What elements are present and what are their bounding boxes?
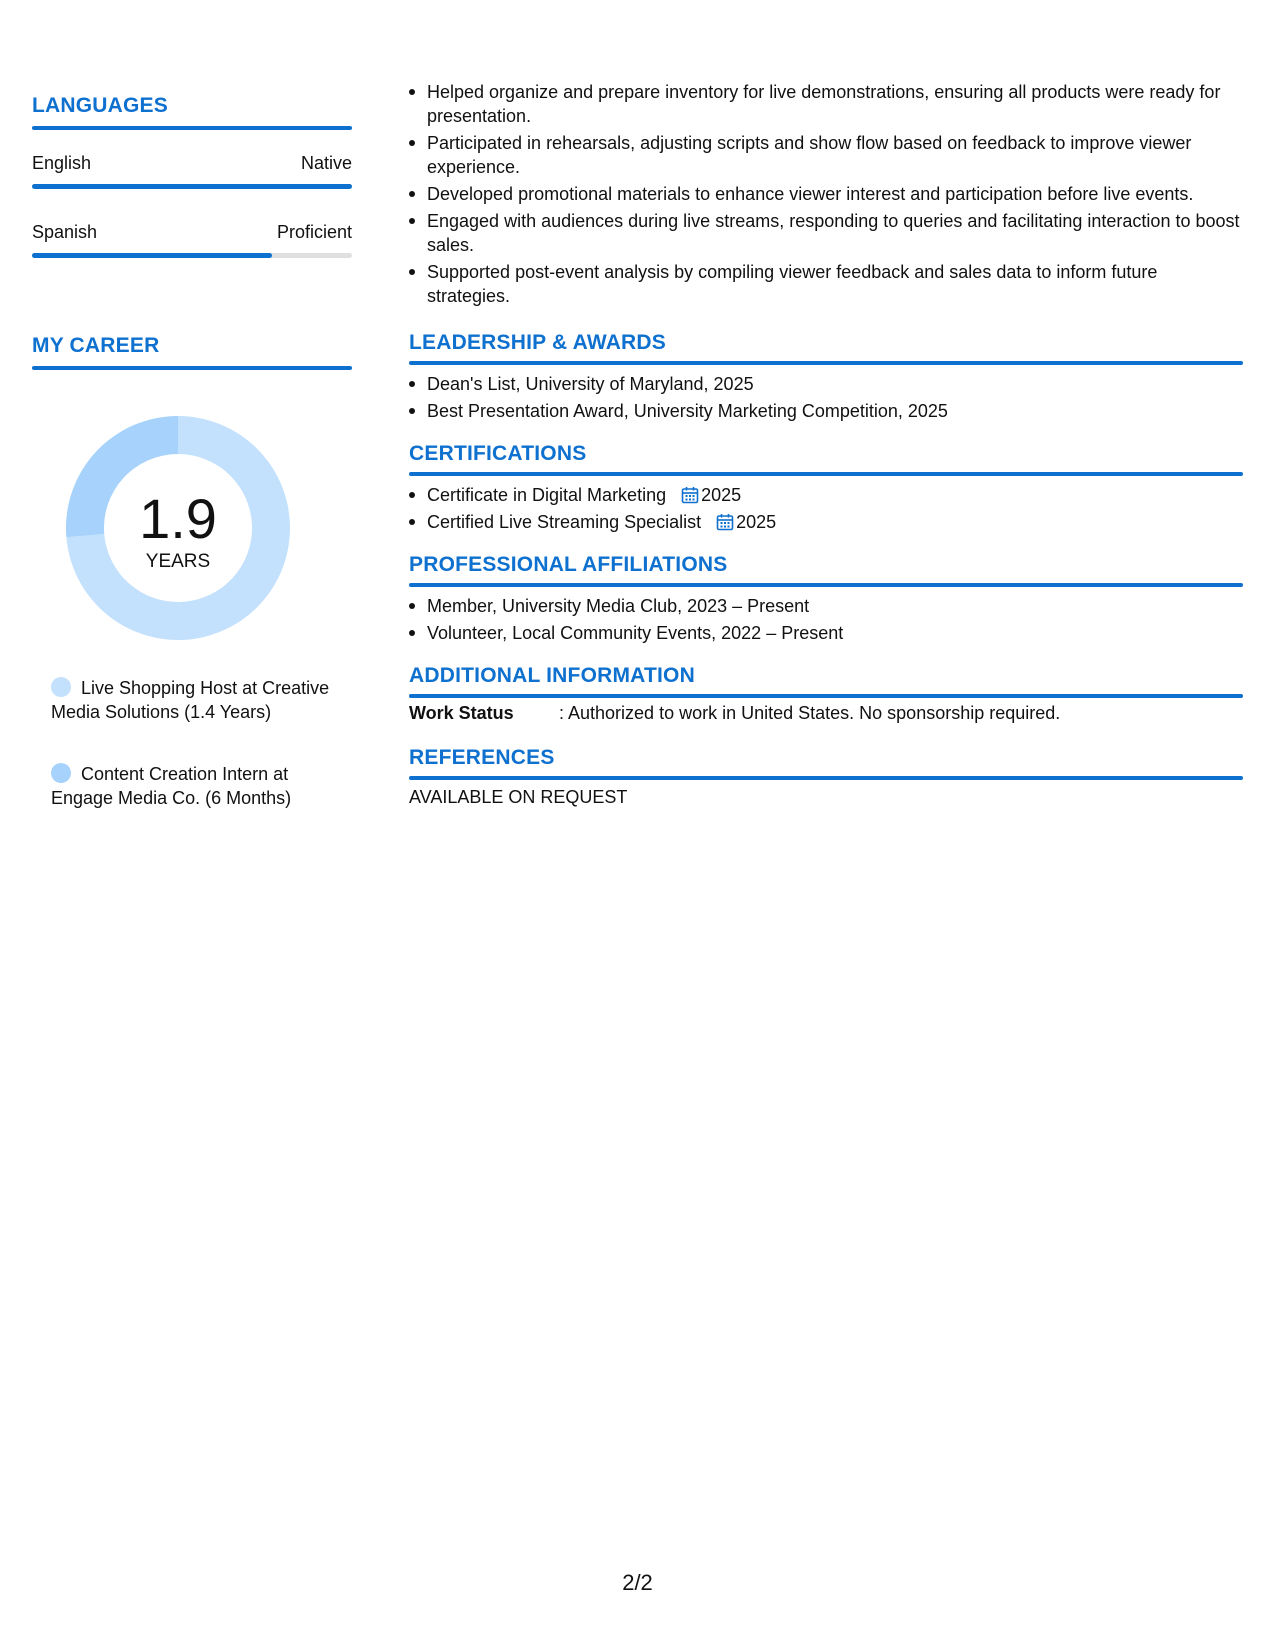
list-item: Supported post-event analysis by compiling viewer feedback and sales data to inform future strategies.	[409, 260, 1243, 308]
language-bar-spanish	[32, 253, 352, 258]
additional-info-heading-rule	[409, 694, 1243, 698]
legend-dot-icon	[51, 763, 71, 783]
page-number: 2/2	[622, 1570, 653, 1595]
career-role-label: Live Shopping Host at Creative Media Solutions (1.4 Years)	[51, 678, 330, 722]
leadership-heading: LEADERSHIP & AWARDS	[409, 331, 666, 354]
certifications-heading-rule	[409, 472, 1243, 476]
certification-name: Certified Live Streaming Specialist	[427, 512, 702, 532]
calendar-icon	[681, 486, 699, 504]
certifications-list	[409, 483, 1243, 537]
leadership-heading-rule	[409, 361, 1243, 365]
certification-year: 2025	[701, 485, 742, 505]
work-status-label: Work Status	[409, 703, 514, 723]
career-total-value: 1.9	[139, 487, 217, 550]
languages-heading-rule	[32, 126, 352, 130]
legend-dot-icon	[51, 677, 71, 697]
language-name: English	[32, 153, 92, 173]
career-role-label: Content Creation Intern at Engage Media Co. (6 Months)	[51, 764, 292, 808]
work-status-value: : Authorized to work in United States. No sponsorship required.	[559, 703, 1061, 723]
references-heading: REFERENCES	[409, 746, 555, 769]
list-item: Engaged with audiences during live streams, responding to queries and facilitating interaction to boost sales.	[409, 209, 1243, 257]
list-item: Dean's List, University of Maryland, 2025	[409, 372, 1243, 396]
career-legend-item	[51, 762, 331, 810]
certification-name: Certificate in Digital Marketing	[427, 485, 667, 505]
list-item: Helped organize and prepare inventory for live demonstrations, ensuring all products were ready for presentation.	[409, 80, 1243, 128]
references-heading-rule	[409, 776, 1243, 780]
affiliations-heading-rule	[409, 583, 1243, 587]
references-text: AVAILABLE ON REQUEST	[409, 787, 628, 807]
career-legend-item	[51, 676, 331, 724]
languages-heading: LANGUAGES	[32, 94, 168, 117]
calendar-icon	[716, 513, 734, 531]
list-item: Participated in rehearsals, adjusting scripts and show flow based on feedback to improve viewer experience.	[409, 131, 1243, 179]
list-item: Member, University Media Club, 2023 – Present	[409, 594, 1243, 618]
certifications-heading: CERTIFICATIONS	[409, 442, 587, 465]
career-total-unit: YEARS	[145, 551, 211, 572]
certification-year: 2025	[736, 512, 777, 532]
list-item: Developed promotional materials to enhance viewer interest and participation before live events.	[409, 182, 1243, 206]
language-bar-fill	[32, 184, 352, 189]
language-name: Spanish	[32, 222, 98, 242]
career-heading-rule	[32, 366, 352, 370]
language-level: Proficient	[276, 222, 352, 242]
additional-info-heading: ADDITIONAL INFORMATION	[409, 664, 695, 687]
career-heading: MY CAREER	[32, 334, 160, 357]
language-bar-fill	[32, 253, 272, 258]
language-level: Native	[300, 153, 352, 173]
leadership-list	[409, 372, 1243, 426]
affiliations-heading: PROFESSIONAL AFFILIATIONS	[409, 553, 728, 576]
affiliations-list	[409, 594, 1243, 648]
language-bar-english	[32, 184, 352, 189]
list-item	[409, 510, 1243, 534]
experience-bullet-list	[409, 80, 1243, 311]
list-item	[409, 483, 1243, 507]
list-item: Volunteer, Local Community Events, 2022 – Present	[409, 621, 1243, 645]
list-item: Best Presentation Award, University Marketing Competition, 2025	[409, 399, 1243, 423]
